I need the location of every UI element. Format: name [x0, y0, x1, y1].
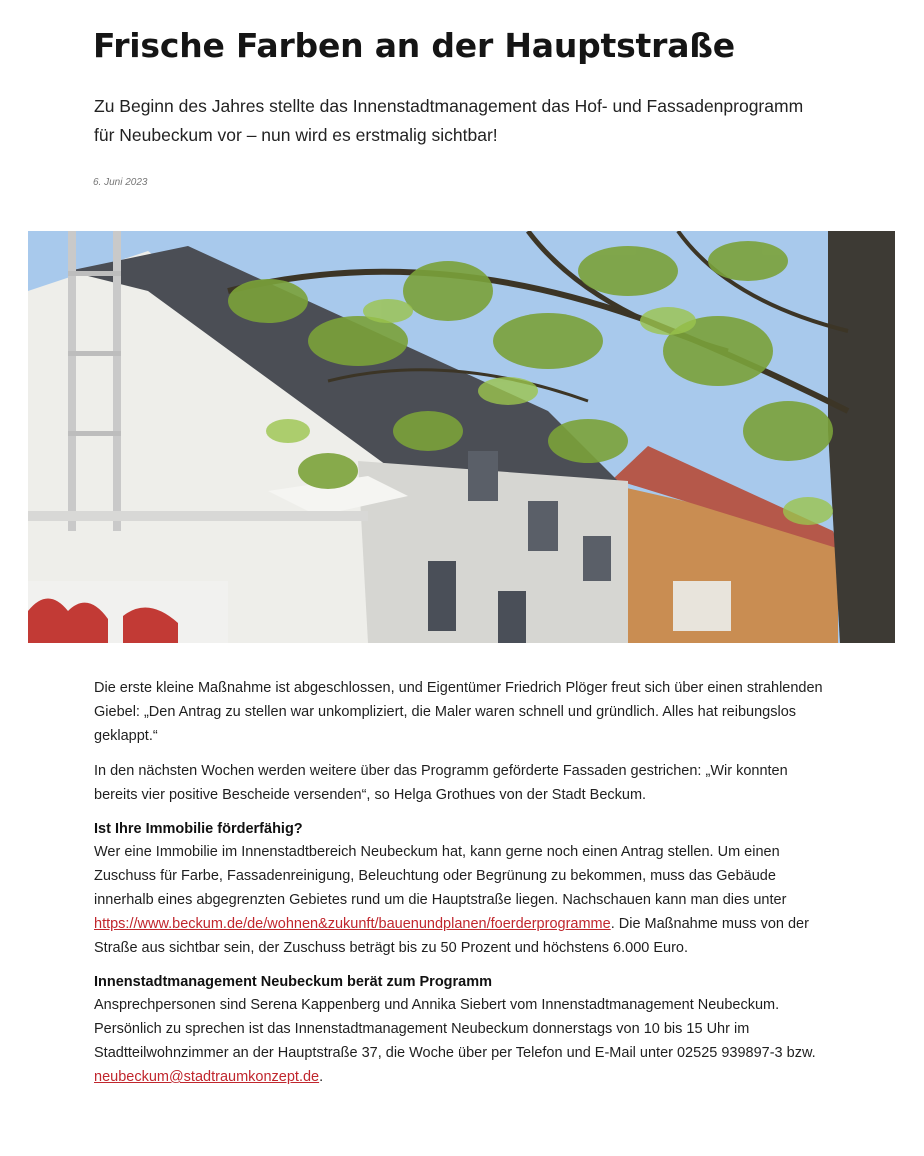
article-body [94, 676, 834, 1100]
paragraph-2: In den nächsten Wochen werden weitere über das Programm geförderte Fassaden gestrichen: „Wir konnten bereits vier positive Bescheide versenden“, so Helga Grothues von der Stadt Beckum. [94, 763, 788, 803]
hero-photo-illustration [28, 231, 895, 643]
hero-photo-building-facade [28, 231, 895, 643]
email-link[interactable]: neubeckum@stadtraumkonzept.de [94, 1069, 320, 1085]
section-text-consulting [94, 993, 834, 1089]
article-title: Frische Farben an der Hauptstraße [93, 26, 735, 65]
section-heading-consulting: Innenstadtmanagement Neubeckum berät zum Programm [94, 974, 493, 990]
eligibility-text-start: Wer eine Immobilie im Innenstadtbereich Neubeckum hat, kann gerne noch einen Antrag stellen. Um einen Zuschuss für Farbe, Fassadenreinigung, Beleuchtung oder Begrünung zu bekommen, muss das Gebäude innerhalb eines abgegrenzten Gebietes rund um die Hauptstraße liegen. Nachschauen kann man dies unter [94, 844, 787, 908]
article-lead: Zu Beginn des Jahres stellte das Innenstadtmanagement das Hof- und Fassadenprogramm für Neubeckum vor – nun wird es erstmalig sichtbar! [94, 96, 804, 145]
eligibility-text-end: . Die Maßnahme muss von der Straße aus sichtbar sein, der Zuschuss beträgt bis zu 50 Prozent und höchstens 6.000 Euro. [94, 916, 809, 956]
funding-program-link[interactable]: https://www.beckum.de/de/wohnen&zukunft/bauenundplanen/foerderprogramme [94, 916, 611, 932]
article-date: 6. Juni 2023 [93, 177, 148, 188]
paragraph-1: Die erste kleine Maßnahme ist abgeschlossen, und Eigentümer Friedrich Plöger freut sich über einen strahlenden Giebel: „Den Antrag zu stellen war unkompliziert, die Maler waren schnell und gründlich. Alles hat reibungslos geklappt.“ [94, 680, 823, 744]
consulting-text-start: Ansprechpersonen sind Serena Kappenberg und Annika Siebert vom Innenstadtmanagement Neubeckum. Persönlich zu sprechen ist das Innenstadtmanagement Neubeckum donnerstags von 10 bis 15 Uhr im Stadtteilwohnzimmer an der Hauptstraße 37, die Woche über per Telefon und E-Mail unter 02525 939897-3 bzw. [94, 997, 816, 1061]
section-heading-eligibility: Ist Ihre Immobilie förderfähig? [94, 821, 303, 837]
section-text-eligibility [94, 840, 834, 960]
consulting-text-end: . [319, 1069, 324, 1085]
